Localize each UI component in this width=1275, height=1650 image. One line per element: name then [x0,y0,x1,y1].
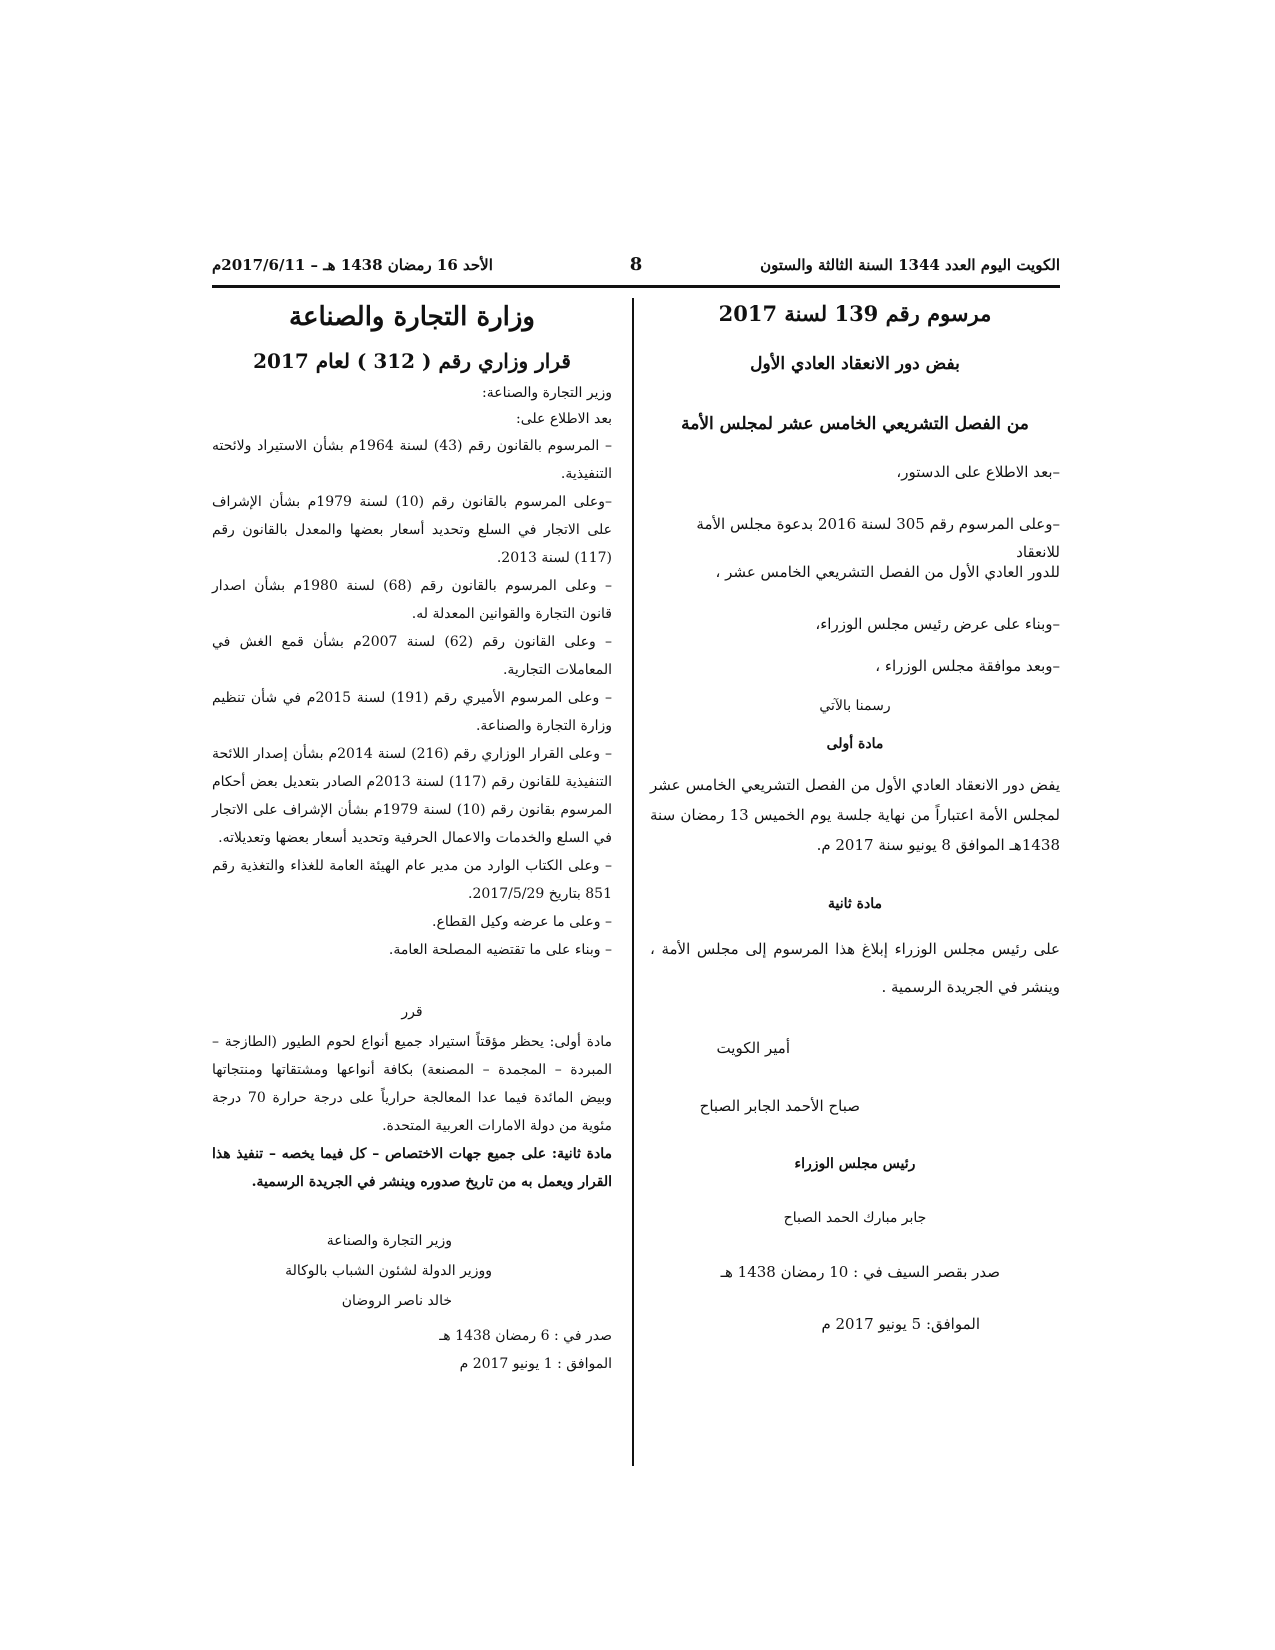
decree-subtitle-1: بفض دور الانعقاد العادي الأول [750,354,960,374]
emir-title: أمير الكويت [716,1039,790,1057]
decree-article-2-title: مادة ثانية [828,896,882,912]
decree-article-2-text: على رئيس مجلس الوزراء إبلاغ هذا المرسوم إلى مجلس الأمة ، وينشر في الجريدة الرسمية . [650,940,1060,996]
signature-title-2: ووزير الدولة لشئون الشباب بالوكالة [285,1263,492,1279]
decree-enactment: رسمنا بالآتي [819,698,891,714]
review-item-4: – وعلى القانون رقم (62) لسنة 2007م بشأن قمع الغش في المعاملات التجارية. [212,634,612,678]
minister-line: وزير التجارة والصناعة: [482,385,612,401]
decided-heading: قرر [401,1004,423,1020]
minister-signature [212,1226,612,1316]
header-date: الأحد 16 رمضان 1438 هـ – 2017/6/11م [212,256,493,274]
decree-preamble-3: –وبناء على عرض رئيس مجلس الوزراء، [815,615,1060,633]
decree-issued-date: صدر بقصر السيف في : 10 رمضان 1438 هـ [720,1263,1000,1281]
review-item-3: – وعلى المرسوم بالقانون رقم (68) لسنة 1980م بشأن اصدار قانون التجارة والقوانين المعدلة له. [212,578,612,622]
review-item-1: – المرسوم بالقانون رقم (43) لسنة 1964م بشأن الاستيراد ولائحته التنفيذية. [212,438,612,482]
decree-corresponding-date: الموافق: 5 يونيو 2017 م [821,1315,980,1333]
review-item-2: –وعلى المرسوم بالقانون رقم (10) لسنة 1979م بشأن الإشراف على الاتجار في السلع وتحديد أسعار بعضها والمعدل بالقانون رقم (117) لسنة 2013. [212,494,612,566]
page-header [212,252,1060,280]
page-number: 8 [629,254,643,275]
after-review-line: بعد الاطلاع على: [516,411,612,427]
decree-preamble-4: –وبعد موافقة مجلس الوزراء ، [875,657,1060,675]
header-issue-info: الكويت اليوم العدد 1344 السنة الثالثة والستون [760,256,1060,274]
decree-article-1-title: مادة أولى [826,736,884,752]
review-item-8: – وعلى ما عرضه وكيل القطاع. [432,914,612,930]
pm-title: رئيس مجلس الوزراء [794,1156,916,1172]
decision-article-1: مادة أولى: يحظر مؤقتاً استيراد جميع أنواع لحوم الطيور (الطازجة – المبردة – المجمدة – المصنعة) بكافة أنواعها ومشتقاتها ومنتجاتها وبيض المائدة فيما عدا المعالجة حرارياً على درجة حرارة 70 درجة مئوية من دولة الامارات العربية المتحدة. [212,1034,612,1134]
decision-title: قرار وزاري رقم ( 312 ) لعام 2017 [253,349,571,373]
review-item-9: – وبناء على ما تقتضيه المصلحة العامة. [388,942,612,958]
review-item-7: – وعلى الكتاب الوارد من مدير عام الهيئة العامة للغذاء والتغذية رقم 851 بتاريخ 2017/5/29. [212,858,612,902]
emir-name: صباح الأحمد الجابر الصباح [699,1097,860,1115]
decree-preamble-1: –بعد الاطلاع على الدستور، [896,463,1060,481]
decree-preamble-2a: –وعلى المرسوم رقم 305 لسنة 2016 بدعوة مجلس الأمة للانعقاد [696,515,1060,561]
ministry-title: وزارة التجارة والصناعة [289,302,535,332]
decision-issued-date: صدر في : 6 رمضان 1438 هـ [439,1328,612,1344]
review-item-6: – وعلى القرار الوزاري رقم (216) لسنة 2014م بشأن إصدار اللائحة التنفيذية للقانون رقم (117) لسنة 2013م الصادر بتعديل بعض أحكام المرسوم بقانون رقم (10) لسنة 1979م بشأن الإشراف على الاتجار في السلع والخدمات والاعمال الحرفية وتحديد أسعار بعضها وتعديلاته. [212,746,613,846]
column-divider [632,298,634,1466]
decision-corresponding-date: الموافق : 1 يونيو 2017 م [459,1356,612,1372]
decree-column [650,300,1060,1350]
review-item-5: – وعلى المرسوم الأميري رقم (191) لسنة 2015م في شأن تنظيم وزارة التجارة والصناعة. [212,690,612,734]
signature-name: خالد ناصر الروضان [341,1293,452,1309]
pm-name: جابر مبارك الحمد الصباح [783,1210,927,1226]
decree-preamble-2b: للدور العادي الأول من الفصل التشريعي الخامس عشر ، [715,563,1060,581]
header-rule [212,285,1060,288]
decree-title: مرسوم رقم 139 لسنة 2017 [718,301,992,326]
signature-title-1: وزير التجارة والصناعة [326,1233,452,1249]
decree-subtitle-2: من الفصل التشريعي الخامس عشر لمجلس الأمة [681,414,1029,434]
decision-article-2: مادة ثانية: على جميع جهات الاختصاص – كل فيما يخصه – تنفيذ هذا القرار ويعمل به من تاريخ صدوره وينشر في الجريدة الرسمية. [212,1146,612,1190]
ministry-column [212,300,612,1378]
decree-article-1-text: يفض دور الانعقاد العادي الأول من الفصل التشريعي الخامس عشر لمجلس الأمة اعتباراً من نهاية جلسة يوم الخميس 13 رمضان سنة 1438هـ الموافق 8 يونيو سنة 2017 م. [650,776,1060,854]
